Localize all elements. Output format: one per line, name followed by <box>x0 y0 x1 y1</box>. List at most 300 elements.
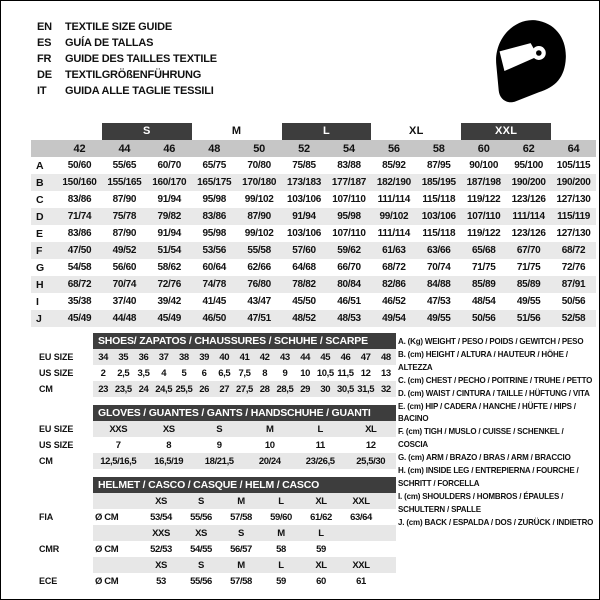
cell-value: M <box>265 423 274 435</box>
row-label: CM <box>39 456 53 466</box>
measure-row-F <box>31 242 596 259</box>
measure-value: 87/91 <box>561 279 586 290</box>
legend-item: C. (cm) CHEST / PECHO / POITRINE / TRUHE / PETTO <box>398 374 593 385</box>
guide-title: TEXTILE SIZE GUIDE <box>65 21 173 33</box>
legend-item: I. (cm) SHOULDERS / HOMBROS / ÉPAULES / SCHULTERN / SPALLE <box>398 490 564 514</box>
cell-value: 34 <box>98 351 108 363</box>
language-title-block <box>37 19 217 99</box>
cell-value: 30 <box>320 383 331 395</box>
measure-value: 72/76 <box>157 279 182 290</box>
measure-row-label: E <box>36 227 43 240</box>
cell-value: 10,5 <box>316 367 334 379</box>
measure-value: 68/72 <box>67 279 92 290</box>
measure-row-label: J <box>36 312 42 325</box>
cell-value: 25,5 <box>175 383 193 395</box>
measure-value: 160/170 <box>152 177 187 188</box>
language-code: IT <box>37 85 47 97</box>
row-values <box>93 525 396 541</box>
language-row <box>37 67 217 83</box>
cell-value: 46 <box>340 351 351 363</box>
cell-value: 5 <box>181 367 187 379</box>
cell-value: S <box>198 559 204 571</box>
measure-row-label: D <box>36 210 44 223</box>
cell-value: 37 <box>158 351 169 363</box>
cell-value: 31,5 <box>357 383 375 395</box>
guide-title: TEXTILGRÖßENFÜHRUNG <box>65 69 202 81</box>
measure-value: 71/75 <box>471 262 496 273</box>
measure-value: 65/68 <box>471 245 496 256</box>
size-number: 64 <box>567 142 580 155</box>
measure-value: 85/89 <box>516 279 541 290</box>
spacer <box>31 477 93 493</box>
measure-value: 66/70 <box>337 262 361 273</box>
measure-value: 111/114 <box>377 194 411 205</box>
measure-value: 127/130 <box>556 228 591 239</box>
measure-row-label: C <box>36 193 44 206</box>
cell-value: L <box>278 559 284 571</box>
size-group-spacer <box>551 123 596 140</box>
measure-value: 107/110 <box>332 228 366 239</box>
cell-value: 42 <box>259 351 270 363</box>
language-row <box>37 35 217 51</box>
size-number: 46 <box>163 142 176 155</box>
cell-value: 54/55 <box>190 543 212 555</box>
measure-value: 70/74 <box>112 279 137 290</box>
cell-value: 27 <box>219 383 230 395</box>
gloves-table-title: GLOVES / GUANTES / GANTS / HANDSCHUHE / GUANTI <box>93 405 396 421</box>
row-values <box>93 541 396 557</box>
cell-value: 55/56 <box>190 575 212 587</box>
textile-size-grid <box>31 140 596 327</box>
measure-value: 170/180 <box>242 177 277 188</box>
measure-value: 115/118 <box>422 228 456 239</box>
measure-row-label: H <box>36 278 44 291</box>
measure-row-label: B <box>36 176 44 189</box>
textile-size-table <box>31 123 596 327</box>
size-group-header-row <box>31 123 596 140</box>
EU SIZE-row <box>31 349 396 365</box>
measure-value: 190/200 <box>556 177 591 188</box>
measure-value: 58/62 <box>157 262 182 273</box>
row-values <box>93 365 396 381</box>
cell-value: 40 <box>219 351 230 363</box>
legend-item: J. (cm) BACK / ESPALDA / DOS / ZURÜCK / INDIETRO <box>398 516 594 527</box>
row-label: US SIZE <box>39 440 74 450</box>
measure-value: 83/86 <box>202 211 226 222</box>
FIA-row <box>31 509 396 525</box>
measure-value: 46/51 <box>337 296 361 307</box>
measure-value: 49/55 <box>427 313 451 324</box>
cell-value: S <box>238 527 244 539</box>
measure-value: 155/165 <box>107 177 142 188</box>
language-code: DE <box>37 69 52 81</box>
cell-value: 48 <box>381 351 391 363</box>
measure-value: 99/102 <box>244 228 274 239</box>
measure-row-label: G <box>36 261 44 274</box>
measure-value: 50/56 <box>561 296 586 307</box>
row-values <box>93 557 396 573</box>
measure-value: 115/118 <box>422 194 456 205</box>
measure-value: 107/110 <box>466 211 501 222</box>
language-row <box>37 19 217 35</box>
measure-value: 103/106 <box>421 211 456 222</box>
measure-row-H <box>31 276 596 293</box>
cell-value: XXS <box>152 527 170 539</box>
cell-value: XS <box>162 423 175 435</box>
cell-value: L <box>278 495 284 507</box>
cell-value: 10 <box>264 439 275 451</box>
cell-value: 63/64 <box>350 511 372 523</box>
sizes-row <box>31 525 396 541</box>
legend-item: D. (cm) WAIST / CINTURA / TAILLE / HÜFTUNG / VITA <box>398 387 590 398</box>
cell-value: 11 <box>315 439 325 451</box>
cell-value: L <box>318 527 324 539</box>
measure-value: 39/42 <box>157 296 182 307</box>
cell-value: M <box>237 495 245 507</box>
measure-value: 84/88 <box>427 279 451 290</box>
racing-helmet-glyph <box>488 17 570 107</box>
size-group-S: S <box>102 123 192 140</box>
cell-value: XL <box>315 495 327 507</box>
cell-value: 32 <box>381 383 391 395</box>
measure-value: 54/58 <box>67 262 92 273</box>
legend-item: A. (Kg) WEIGHT / PESO / POIDS / GEWITCH / PESO <box>398 336 584 346</box>
measure-row-J <box>31 310 596 327</box>
measure-row-A <box>31 157 596 174</box>
measure-row-E <box>31 225 596 242</box>
CM-row <box>31 453 396 469</box>
row-label: ECE <box>39 576 58 586</box>
row-label <box>31 493 93 509</box>
cell-value: XL <box>365 423 377 435</box>
cell-value: 6,5 <box>218 367 231 379</box>
measure-value: 49/54 <box>382 313 406 324</box>
measure-row-C <box>31 191 596 208</box>
cell-value: 61/62 <box>310 511 332 523</box>
row-label: FIA <box>39 512 54 522</box>
legend-item: G. (cm) ARM / BRAZO / BRAS / ARM / BRACCIO <box>398 452 571 463</box>
measure-value: 70/80 <box>247 160 271 171</box>
US SIZE-row <box>31 437 396 453</box>
measure-value: 41/45 <box>202 296 226 307</box>
measure-value: 55/58 <box>247 245 271 256</box>
shoes-header-row <box>31 333 396 349</box>
measure-value: 103/106 <box>287 194 322 205</box>
cell-value: 23,5 <box>114 383 132 395</box>
measure-value: 46/50 <box>202 313 226 324</box>
cell-value: 12 <box>365 439 376 451</box>
cell-value: 29 <box>300 383 310 395</box>
cell-value: 2,5 <box>117 367 130 379</box>
measure-row-label: F <box>36 244 43 257</box>
cell-value: 9 <box>282 367 288 379</box>
shoes-table <box>31 333 396 397</box>
measure-value: 90/100 <box>469 160 499 171</box>
cell-value: 41 <box>239 351 250 363</box>
row-label: CM <box>39 384 53 394</box>
measure-value: 87/90 <box>112 228 137 239</box>
measure-row-I <box>31 293 596 310</box>
measure-value: 57/60 <box>292 245 316 256</box>
measure-value: 50/60 <box>67 160 92 171</box>
measure-value: 87/90 <box>112 194 137 205</box>
cell-value: 9 <box>216 439 222 451</box>
row-values <box>93 573 396 589</box>
measure-value: 56/60 <box>112 262 137 273</box>
measure-value: 187/198 <box>466 177 501 188</box>
row-label: US SIZE <box>39 368 74 378</box>
measure-value: 87/90 <box>247 211 271 222</box>
row-values <box>93 453 396 469</box>
cell-value: 26 <box>199 383 209 395</box>
helmet-header-row <box>31 477 396 493</box>
legend-item: H. (cm) INSIDE LEG / ENTREPIERNA / FOURCHE / SCHRITT / FORCELLA <box>398 465 579 488</box>
language-code: FR <box>37 53 52 65</box>
measure-value: 119/122 <box>466 228 501 239</box>
measure-value: 83/88 <box>337 160 361 171</box>
cell-value: XS <box>155 559 167 571</box>
language-code: EN <box>37 21 52 33</box>
measure-value: 105/115 <box>556 160 591 171</box>
cell-value: 24 <box>138 383 149 395</box>
unit-label: Ø CM <box>95 511 119 523</box>
measure-value: 46/52 <box>382 296 406 307</box>
measure-value: 48/54 <box>471 296 496 307</box>
measure-row-G <box>31 259 596 276</box>
helmet-table-title: HELMET / CASCO / CASQUE / HELM / CASCO <box>93 477 396 493</box>
cell-value: 56/57 <box>230 543 252 555</box>
size-group-spacer <box>31 123 102 140</box>
cell-value: 7 <box>115 439 121 451</box>
sizes-row <box>31 557 396 573</box>
size-group-M: M <box>231 125 242 137</box>
cell-value: 16,5/19 <box>154 455 184 467</box>
measure-value: 185/195 <box>421 177 456 188</box>
size-number: 52 <box>298 142 310 155</box>
cell-value: S <box>198 495 204 507</box>
row-values <box>93 421 396 437</box>
ECE-row <box>31 573 396 589</box>
measure-value: 99/102 <box>244 194 274 205</box>
cell-value: L <box>317 423 323 435</box>
measure-value: 80/84 <box>337 279 361 290</box>
cell-value: 59 <box>316 543 326 555</box>
measure-value: 47/53 <box>427 296 451 307</box>
measure-value: 119/122 <box>466 194 501 205</box>
US SIZE-row <box>31 365 396 381</box>
measure-value: 47/51 <box>247 313 271 324</box>
measure-value: 111/114 <box>377 228 411 239</box>
measure-value: 45/49 <box>67 313 92 324</box>
cell-value: 45 <box>320 351 331 363</box>
cell-value: 55/56 <box>190 511 212 523</box>
guide-title: GUIDE DES TAILLES TEXTILE <box>65 53 217 65</box>
guide-title: GUIDA ALLE TAGLIE TESSILI <box>65 85 214 97</box>
measure-value: 111/114 <box>512 211 545 222</box>
cell-value: 3,5 <box>137 367 150 379</box>
measure-value: 43/47 <box>247 296 271 307</box>
measure-value: 67/70 <box>516 245 541 256</box>
cell-value: 12,5/16,5 <box>100 455 137 467</box>
measure-value: 71/74 <box>67 211 92 222</box>
measure-value: 48/53 <box>337 313 361 324</box>
size-group-L: L <box>282 123 372 140</box>
measure-value: 103/106 <box>287 228 322 239</box>
measure-row-label: I <box>36 295 39 308</box>
cell-value: 38 <box>179 351 189 363</box>
cell-value: 47 <box>360 351 371 363</box>
legend-item: E. (cm) HIP / CADERA / HANCHE / HÜFTE / HIPS / BACINO <box>398 400 576 424</box>
cell-value: 44 <box>300 351 310 363</box>
unit-label: Ø CM <box>95 543 119 555</box>
cell-value: 2 <box>100 367 106 379</box>
cell-value: S <box>216 423 223 435</box>
cell-value: XXL <box>352 495 370 507</box>
language-row <box>37 51 217 67</box>
measure-row-B <box>31 174 596 191</box>
CMR-row <box>31 541 396 557</box>
measure-value: 123/126 <box>511 228 546 239</box>
language-row <box>37 83 217 99</box>
size-number: 44 <box>118 142 131 155</box>
EU SIZE-row <box>31 421 396 437</box>
measure-value: 47/50 <box>67 245 92 256</box>
size-number: 48 <box>208 142 221 155</box>
sizes-row <box>31 493 396 509</box>
accessory-tables <box>31 333 396 597</box>
shoes-table-title: SHOES/ ZAPATOS / CHAUSSURES / SCHUHE / SCARPE <box>93 333 396 349</box>
gloves-header-row <box>31 405 396 421</box>
cell-value: 23/26,5 <box>305 455 335 467</box>
guide-title: GUÍA DE TALLAS <box>65 37 154 49</box>
cell-value: 23 <box>98 383 108 395</box>
measure-value: 74/78 <box>202 279 226 290</box>
measure-value: 51/54 <box>157 245 182 256</box>
measure-value: 63/66 <box>427 245 451 256</box>
measure-value: 49/52 <box>112 245 137 256</box>
cell-value: M <box>277 527 285 539</box>
measure-value: 64/68 <box>292 262 316 273</box>
measure-value: 62/66 <box>247 262 271 273</box>
cell-value: 11,5 <box>337 367 354 379</box>
size-number-row <box>31 140 596 157</box>
measure-row-D <box>31 208 596 225</box>
cell-value: XXL <box>352 559 370 571</box>
measure-value: 45/49 <box>157 313 182 324</box>
row-values <box>93 349 396 365</box>
language-code: ES <box>37 37 52 49</box>
cell-value: 7,5 <box>238 367 251 379</box>
measure-value: 173/183 <box>287 177 322 188</box>
cell-value: 8 <box>166 439 172 451</box>
row-values <box>93 493 396 509</box>
measure-value: 75/85 <box>292 160 316 171</box>
cell-value: 57/58 <box>230 511 252 523</box>
measure-value: 60/70 <box>157 160 182 171</box>
measure-value: 95/98 <box>337 211 361 222</box>
cell-value: 60 <box>316 575 326 587</box>
measure-value: 95/100 <box>514 160 544 171</box>
measure-value: 71/75 <box>516 262 541 273</box>
size-group-XXL: XXL <box>461 123 551 140</box>
cell-value: 43 <box>280 351 290 363</box>
helmet-table <box>31 477 396 589</box>
gloves-table <box>31 405 396 469</box>
measure-value: 65/75 <box>202 160 226 171</box>
cell-value: 28,5 <box>276 383 294 395</box>
measure-value: 44/48 <box>112 313 137 324</box>
measure-value: 107/110 <box>332 194 366 205</box>
row-label: EU SIZE <box>39 424 74 434</box>
measure-value: 53/56 <box>202 245 226 256</box>
row-label <box>31 525 93 541</box>
cell-value: 10 <box>300 367 310 379</box>
cell-value: 18/21,5 <box>204 455 234 467</box>
cell-value: 4 <box>161 367 167 379</box>
spacer <box>31 333 93 349</box>
row-label <box>31 557 93 573</box>
measure-value: 165/175 <box>197 177 232 188</box>
cell-value: 58 <box>276 543 286 555</box>
measure-value: 83/86 <box>67 194 92 205</box>
size-number: 56 <box>387 142 400 155</box>
cell-value: 25,5/30 <box>356 455 386 467</box>
measure-value: 79/82 <box>157 211 182 222</box>
measure-value: 45/50 <box>292 296 316 307</box>
cell-value: 20/24 <box>258 455 281 467</box>
legend-item: F. (cm) TIGH / MUSLO / CUISSE / SCHENKEL / COSCIA <box>398 426 564 450</box>
size-number: 54 <box>343 142 355 155</box>
cell-value: 6 <box>201 367 207 379</box>
unit-label: Ø CM <box>95 575 119 587</box>
measure-value: 68/72 <box>382 262 406 273</box>
measure-value: 61/63 <box>382 245 406 256</box>
size-number: 62 <box>522 142 535 155</box>
spacer <box>31 405 93 421</box>
measure-value: 83/86 <box>67 228 92 239</box>
cell-value: XS <box>195 527 207 539</box>
cell-value: 57/58 <box>230 575 252 587</box>
size-number: 58 <box>432 142 445 155</box>
cell-value: 61 <box>356 575 366 587</box>
measure-value: 52/58 <box>561 313 586 324</box>
measure-value: 95/98 <box>202 228 226 239</box>
measure-value: 150/160 <box>62 177 97 188</box>
measure-value: 91/94 <box>292 211 316 222</box>
size-number: 42 <box>73 142 86 155</box>
cell-value: 36 <box>138 351 149 363</box>
measure-value: 87/95 <box>427 160 451 171</box>
measure-value: 51/56 <box>516 313 541 324</box>
cell-value: 30,5 <box>337 383 354 395</box>
measure-value: 48/52 <box>292 313 316 324</box>
measure-value: 60/64 <box>202 262 226 273</box>
measure-value: 85/92 <box>382 160 406 171</box>
measure-value: 37/40 <box>112 296 137 307</box>
measure-value: 91/94 <box>157 194 182 205</box>
measure-value: 182/190 <box>376 177 411 188</box>
measure-value: 91/94 <box>157 228 182 239</box>
cell-value: XL <box>315 559 327 571</box>
measure-value: 50/56 <box>471 313 496 324</box>
measure-value: 99/102 <box>379 211 409 222</box>
measure-value: 59/62 <box>337 245 361 256</box>
cell-value: 27,5 <box>236 383 253 395</box>
measure-value: 76/80 <box>247 279 271 290</box>
row-values <box>93 437 396 453</box>
cell-value: 59/60 <box>270 511 292 523</box>
cell-value: 28 <box>259 383 270 395</box>
